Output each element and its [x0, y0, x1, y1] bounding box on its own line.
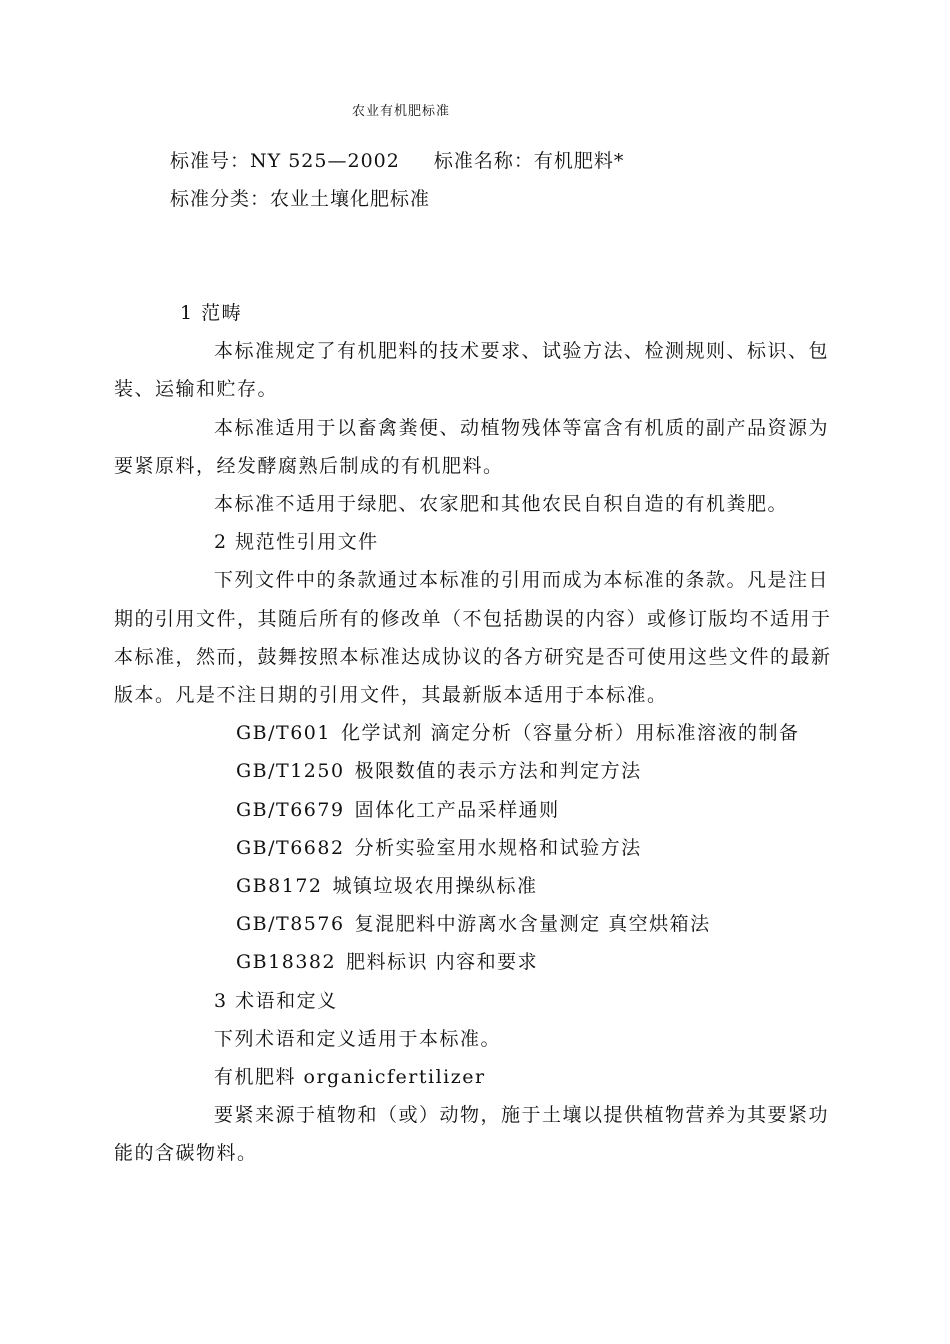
paragraph: 本标准不适用于绿肥、农家肥和其他农民自积自造的有机粪肥。: [214, 493, 789, 516]
term-entry: 有机肥料 organicfertilizer: [214, 1066, 486, 1089]
reference-code: GB/T1250: [236, 760, 345, 783]
reference-item: [114, 867, 842, 905]
reference-item: [114, 905, 842, 943]
section-heading-terms: 3 术语和定义: [214, 989, 338, 1012]
reference-title: 城镇垃圾农用操纵标准: [332, 875, 538, 898]
reference-item: [114, 714, 842, 752]
standard-category-line: [170, 184, 430, 211]
paragraph: 下列术语和定义适用于本标准。: [214, 1027, 502, 1050]
standard-name-label: 标准名称：: [433, 150, 534, 172]
reference-code: GB8172: [236, 875, 323, 898]
standard-number-line: [170, 146, 624, 173]
standard-name-value: 有机肥料*: [533, 150, 625, 172]
reference-code: GB/T8576: [236, 913, 345, 936]
reference-item: [114, 943, 842, 981]
paragraph: 下列文件中的条款通过本标准的引用而成为本标准的条款。凡是注日期的引用文件，其随后所有的修改单（不包括勘误的内容）或修订版均不适用于本标准，然而，鼓舞按照本标准达成协议的各方研究是否可使用这些文件的最新版本。凡是不注日期的引用文件，其最新版本适用于本标准。: [114, 569, 832, 707]
reference-code: GB/T6679: [236, 798, 345, 821]
reference-title: 固体化工产品采样通则: [354, 798, 560, 821]
term-definition: 要紧来源于植物和（或）动物，施于土壤以提供植物营养为其要紧功能的含碳物料。: [114, 1104, 830, 1165]
standard-number-label: 标准号：: [170, 150, 251, 172]
reference-code: GB/T601: [236, 722, 331, 745]
page-header: 农业有机肥标准: [352, 104, 451, 119]
standard-category-label: 标准分类：: [170, 188, 271, 210]
reference-item: [114, 791, 842, 829]
reference-title: 肥料标识 内容和要求: [346, 951, 539, 974]
reference-title: 极限数值的表示方法和判定方法: [354, 760, 642, 783]
paragraph: 本标准规定了有机肥料的技术要求、试验方法、检测规则、标识、包装、运输和贮存。: [114, 340, 830, 401]
document-body: [114, 294, 842, 1173]
reference-title: 复混肥料中游离水含量测定 真空烘箱法: [354, 913, 711, 936]
reference-code: GB18382: [236, 951, 337, 974]
section-heading-references: 2 规范性引用文件: [214, 531, 379, 554]
reference-title: 分析实验室用水规格和试验方法: [354, 836, 642, 859]
reference-code: GB/T6682: [236, 836, 345, 859]
reference-item: [114, 829, 842, 867]
reference-title: 化学试剂 滴定分析（容量分析）用标准溶液的制备: [340, 722, 800, 745]
standard-category-value: 农业土壤化肥标准: [270, 188, 431, 210]
section-heading-scope: 1 范畴: [180, 302, 243, 324]
reference-item: [114, 752, 842, 790]
paragraph: 本标准适用于以畜禽粪便、动植物残体等富含有机质的副产品资源为要紧原料，经发酵腐熟后制成的有机肥料。: [114, 416, 830, 477]
standard-number-value: NY 525—2002: [250, 150, 400, 172]
